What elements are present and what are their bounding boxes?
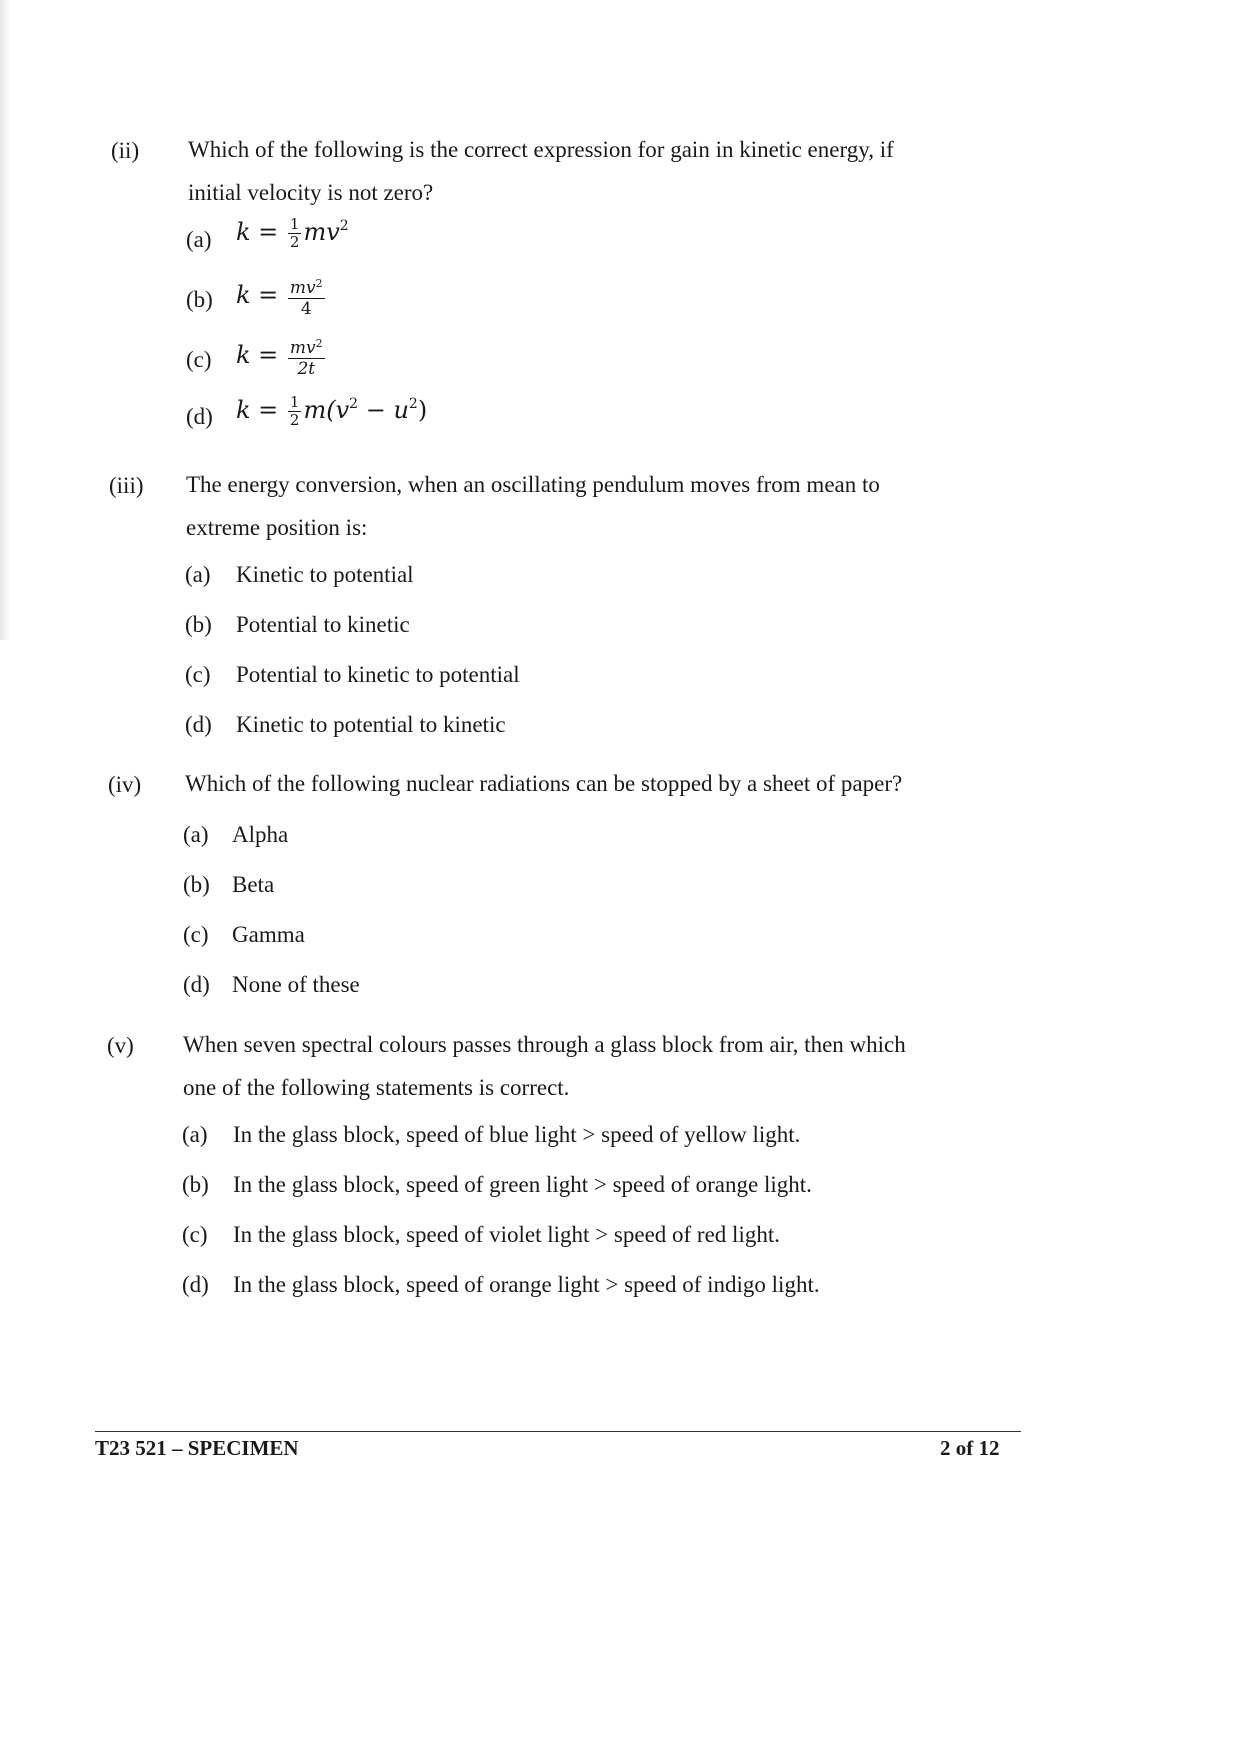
page-number: 2 of 12 (940, 1436, 1000, 1460)
numerator-term: mv (289, 278, 316, 298)
option-text: In the glass block, speed of violet light > speed of red light. (233, 1222, 780, 1247)
option-label: (a) (182, 1122, 208, 1147)
fraction-numerator (288, 334, 325, 359)
question-text: When seven spectral colours passes through a glass block from air, then which one of the following statements is correct. (183, 1032, 906, 1100)
question-text: Which of the following is the correct expression for gain in kinetic energy, if initial velocity is not zero? (188, 137, 894, 205)
fraction (288, 394, 302, 429)
exponent: 2 (315, 277, 323, 290)
fraction-denominator: 2 (289, 233, 300, 251)
option-formula (236, 216, 349, 251)
question-number: (ii) (111, 138, 140, 163)
formula-lhs: k = (236, 396, 279, 424)
option-text: Gamma (232, 922, 305, 947)
option-label: (d) (185, 712, 212, 737)
formula-term: mv (303, 218, 340, 246)
option-text: Kinetic to potential (236, 562, 414, 587)
option-label: (d) (182, 1272, 209, 1297)
question-text: The energy conversion, when an oscillating pendulum moves from mean to extreme position is: (186, 472, 880, 540)
option-label: (b) (183, 872, 210, 897)
question-number: (v) (107, 1033, 134, 1058)
option-text: Potential to kinetic (236, 612, 410, 637)
option-label: (d) (186, 404, 213, 429)
scan-edge-shadow (0, 0, 10, 640)
option-text: Beta (232, 872, 275, 897)
formula-lhs: k = (236, 341, 279, 369)
option-formula (236, 334, 327, 379)
option-label: (a) (183, 822, 209, 847)
option-text: Kinetic to potential to kinetic (236, 712, 506, 737)
fraction (288, 334, 325, 379)
exponent: 2 (408, 396, 418, 412)
fraction-denominator: 4 (300, 299, 312, 319)
option-label: (a) (186, 227, 212, 252)
option-label: (d) (183, 972, 210, 997)
numerator-term: mv (289, 338, 316, 358)
option-formula (236, 394, 427, 429)
option-label: (a) (185, 562, 211, 587)
option-text: None of these (232, 972, 360, 997)
fraction (288, 274, 325, 319)
option-label: (b) (182, 1172, 209, 1197)
option-text: In the glass block, speed of orange light > speed of indigo light. (233, 1272, 820, 1297)
fraction (288, 216, 302, 251)
option-text: Alpha (232, 822, 289, 847)
fraction-numerator (288, 274, 325, 299)
fraction-denominator: 2 (289, 411, 300, 429)
exponent: 2 (349, 396, 359, 412)
option-label: (b) (186, 287, 213, 312)
fraction-denominator: 2t (297, 359, 316, 379)
footer-divider (95, 1431, 1021, 1432)
question-number: (iv) (108, 772, 142, 797)
fraction-numerator: 1 (289, 393, 300, 411)
option-label: (c) (182, 1222, 208, 1247)
fraction-numerator: 1 (289, 215, 300, 233)
formula-lhs: k = (236, 218, 279, 246)
exponent: 2 (315, 337, 323, 350)
exponent: 2 (339, 218, 349, 234)
option-formula (236, 274, 327, 319)
option-text: In the glass block, speed of green light > speed of orange light. (233, 1172, 812, 1197)
formula-lhs: k = (236, 281, 279, 309)
formula-term: − u (358, 396, 409, 424)
option-label: (c) (185, 662, 211, 687)
question-text: Which of the following nuclear radiations can be stopped by a sheet of paper? (185, 771, 903, 796)
paper-code: T23 521 – SPECIMEN (95, 1436, 299, 1460)
formula-term: ) (417, 396, 428, 424)
option-text: In the glass block, speed of blue light > speed of yellow light. (233, 1122, 801, 1147)
question-number: (iii) (109, 473, 144, 498)
option-label: (c) (186, 347, 212, 372)
option-text: Potential to kinetic to potential (236, 662, 520, 687)
option-label: (b) (185, 612, 212, 637)
option-label: (c) (183, 922, 209, 947)
formula-term: m(v (303, 396, 350, 424)
